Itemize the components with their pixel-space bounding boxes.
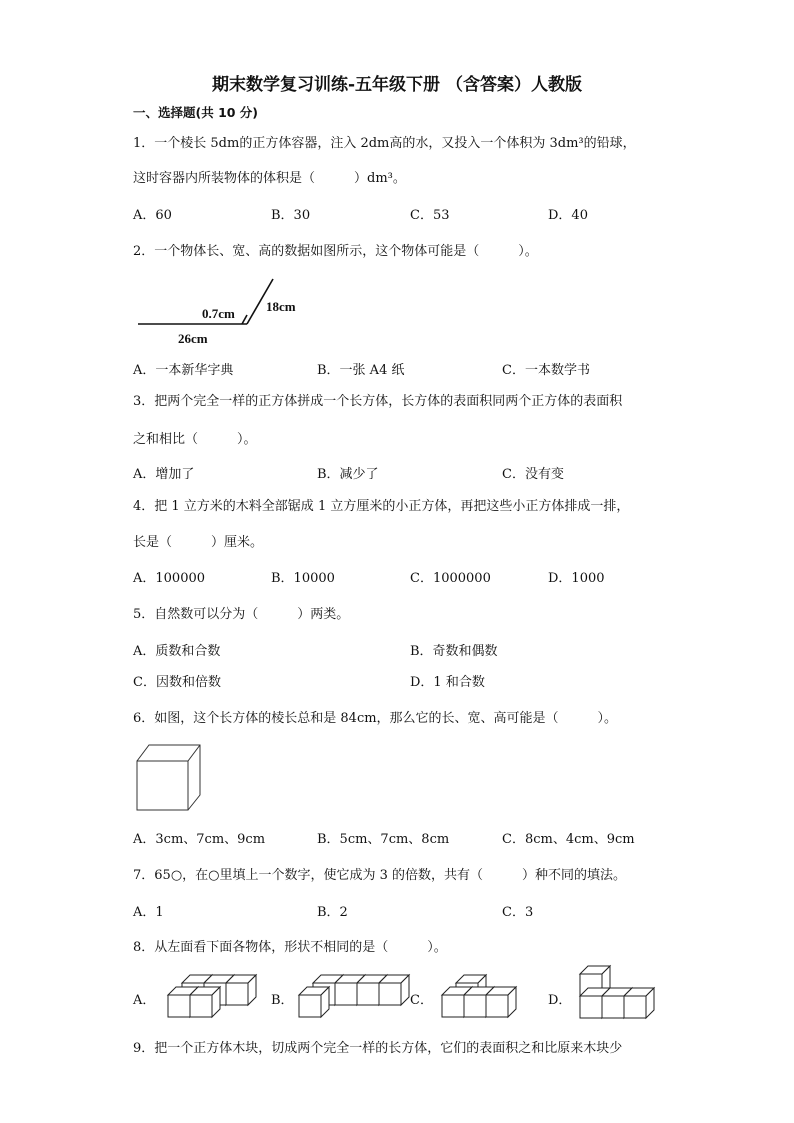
q2-option-b[interactable]: B．一张 A4 纸 bbox=[317, 363, 405, 378]
q1-option-b[interactable]: B．30 bbox=[271, 208, 311, 223]
q3-option-b[interactable]: B．减少了 bbox=[317, 467, 379, 482]
question-9-line-1: 9．把一个正方体木块，切成两个完全一样的长方体，它们的表面积之和比原来木块少 bbox=[133, 1041, 623, 1056]
q6-option-b[interactable]: B．5cm、7cm、8cm bbox=[317, 832, 450, 847]
q7-option-a[interactable]: A．1 bbox=[133, 905, 164, 920]
q1-option-a[interactable]: A．60 bbox=[133, 208, 172, 223]
q5-option-a[interactable]: A．质数和合数 bbox=[133, 644, 221, 659]
q8-figure-b bbox=[299, 975, 409, 1017]
q8-option-d[interactable]: D． bbox=[548, 993, 572, 1008]
q2-option-a[interactable]: A．一本新华字典 bbox=[133, 363, 234, 378]
q2-height-label: 18cm bbox=[266, 299, 296, 314]
q8-figure-d bbox=[580, 966, 654, 1018]
q2-option-c[interactable]: C．一本数学书 bbox=[502, 363, 590, 378]
page-title: 期末数学复习训练-五年级下册 （含答案）人教版 bbox=[212, 75, 582, 95]
q8-option-a[interactable]: A． bbox=[133, 993, 156, 1008]
question-4-line-2: 长是（ ）厘米。 bbox=[133, 535, 264, 550]
q8-option-b[interactable]: B． bbox=[271, 993, 294, 1008]
question-2-line-1: 2．一个物体长、宽、高的数据如图所示，这个物体可能是（ ）。 bbox=[133, 244, 538, 259]
question-8-line-1: 8．从左面看下面各物体，形状不相同的是（ ）。 bbox=[133, 940, 447, 955]
q4-option-c[interactable]: C．1000000 bbox=[410, 571, 491, 586]
question-1-line-2: 这时容器内所装物体的体积是（ ）dm³。 bbox=[133, 171, 406, 186]
q5-option-b[interactable]: B．奇数和偶数 bbox=[410, 644, 498, 659]
section-heading: 一、选择题(共 10 分) bbox=[133, 105, 259, 120]
q4-option-a[interactable]: A．100000 bbox=[133, 571, 206, 586]
question-5-line-1: 5．自然数可以分为（ ）两类。 bbox=[133, 607, 350, 622]
q2-length-label: 26cm bbox=[178, 331, 208, 346]
question-3-line-1: 3．把两个完全一样的正方体拼成一个长方体，长方体的表面积同两个正方体的表面积 bbox=[133, 394, 623, 409]
question-6-line-1: 6．如图，这个长方体的棱长总和是 84cm，那么它的长、宽、高可能是（ ）。 bbox=[133, 711, 618, 726]
q3-option-a[interactable]: A．增加了 bbox=[133, 467, 195, 482]
q4-option-d[interactable]: D．1000 bbox=[548, 571, 605, 586]
q6-option-a[interactable]: A．3cm、7cm、9cm bbox=[133, 832, 266, 847]
q1-option-d[interactable]: D．40 bbox=[548, 208, 588, 223]
q8-figure-c bbox=[442, 975, 516, 1017]
q7-option-b[interactable]: B．2 bbox=[317, 905, 348, 920]
question-1-line-1: 1．一个棱长 5dm的正方体容器，注入 2dm高的水，又投入一个体积为 3dm³的铅球， bbox=[133, 136, 636, 151]
q5-option-d[interactable]: D．1 和合数 bbox=[410, 675, 485, 690]
question-3-line-2: 之和相比（ ）。 bbox=[133, 432, 257, 447]
q5-option-c[interactable]: C．因数和倍数 bbox=[133, 675, 221, 690]
question-7-line-1: 7．65○，在○里填上一个数字，使它成为 3 的倍数，共有（ ）种不同的填法。 bbox=[133, 868, 627, 883]
q2-width-label: 0.7cm bbox=[202, 306, 235, 321]
q4-option-b[interactable]: B．10000 bbox=[271, 571, 335, 586]
q8-figure-a bbox=[168, 975, 256, 1017]
q3-option-c[interactable]: C．没有变 bbox=[502, 467, 564, 482]
q8-option-c[interactable]: C． bbox=[410, 993, 433, 1008]
q7-option-c[interactable]: C．3 bbox=[502, 905, 534, 920]
q1-option-c[interactable]: C．53 bbox=[410, 208, 450, 223]
question-4-line-1: 4．把 1 立方米的木料全部锯成 1 立方厘米的小正方体，再把这些小正方体排成一排， bbox=[133, 499, 630, 514]
q6-option-c[interactable]: C．8cm、4cm、9cm bbox=[502, 832, 635, 847]
